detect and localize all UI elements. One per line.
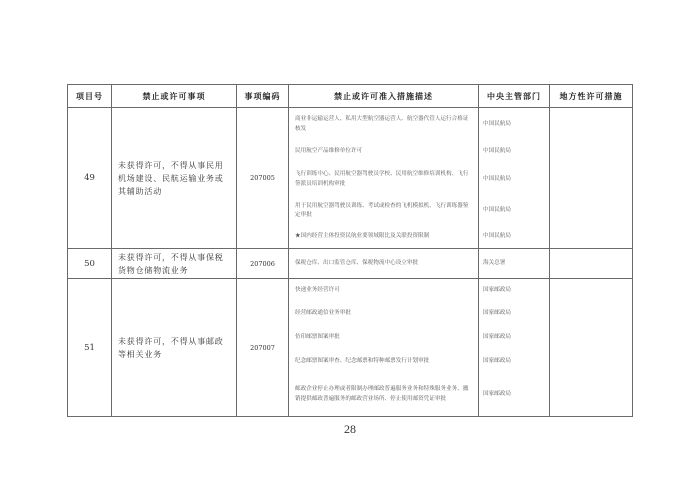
measure-description: 经营邮政通信业务审批 [295, 309, 351, 316]
department: 国家邮政局 [483, 333, 511, 340]
table-row [68, 108, 633, 249]
table-header-row [68, 85, 633, 108]
department: 中国民航局 [483, 175, 511, 182]
measure-description: 快递业务经营许可 [295, 286, 340, 293]
department: 中国民航局 [483, 207, 511, 214]
item-code: 207005 [237, 108, 289, 249]
table-row [68, 249, 633, 279]
measure-description: 用于民用航空器驾驶员训练、考试或检查的飞机模拟机、飞行训练器鉴定审批 [295, 202, 469, 218]
department: 国家邮政局 [483, 286, 511, 293]
department-list [479, 279, 550, 417]
item-description: 未获得许可，不得从事保税货物仓储物流业务 [112, 249, 237, 279]
table-row [68, 279, 633, 417]
department: 国家邮政局 [483, 309, 511, 316]
measure-list [289, 108, 479, 249]
measure-description: 邮政企业停止办理或者限制办理邮政普遍服务业务和特殊服务业务、撤销提供邮政普遍服务的邮政营业场所、停止使用邮资凭证审批 [295, 386, 469, 402]
department: 国家邮政局 [483, 390, 511, 397]
local-measure [550, 249, 633, 279]
page-number: 28 [344, 422, 356, 436]
department: 中国民航局 [483, 120, 511, 127]
header-item-number: 项目号 [68, 85, 112, 108]
department-list [479, 108, 550, 249]
item-code: 207007 [237, 279, 289, 417]
header-local-measures: 地方性许可措施 [550, 85, 633, 108]
department: 中国民航局 [483, 148, 511, 155]
measure-description: 商业非运输运营人、私用大型航空器运营人、航空器代管人运行合格证核发 [295, 116, 469, 132]
measure-description: 民用航空产品维修单位许可 [295, 148, 363, 155]
item-description: 未获得许可，不得从事邮政等相关业务 [112, 279, 237, 417]
header-item-code: 事项编码 [237, 85, 289, 108]
measure-description: 仿印邮票图案审批 [295, 333, 340, 340]
local-measure [550, 279, 633, 417]
header-measure-description: 禁止或许可准入措施描述 [289, 85, 479, 108]
item-number: 49 [68, 108, 112, 249]
measure-description: 保税仓库、出口监管仓库、保税物流中心设立审批 [295, 259, 419, 266]
department: 中国民航局 [483, 233, 511, 240]
measure-list [289, 279, 479, 417]
department: 海关总署 [483, 259, 506, 266]
header-item: 禁止或许可事项 [112, 85, 237, 108]
department-list [479, 249, 550, 279]
measure-list [289, 249, 479, 279]
measure-description: 纪念邮票图案审查、纪念邮票和特种邮票发行计划审批 [295, 357, 430, 364]
market-access-table [67, 84, 633, 417]
measure-description: 飞行训练中心、民用航空器驾驶员学校、民用航空维修培训机构、飞行签派员培训机构审批 [295, 171, 469, 187]
item-number: 50 [68, 249, 112, 279]
local-measure [550, 108, 633, 249]
item-number: 51 [68, 279, 112, 417]
measure-description: ★国内经营主体投资民航业要领域限比及关联投资限制 [295, 233, 430, 240]
header-central-department: 中央主管部门 [479, 85, 550, 108]
department: 国家邮政局 [483, 357, 511, 364]
item-description: 未获得许可，不得从事民用机场建设、民航运输业务或其辅助活动 [112, 108, 237, 249]
item-code: 207006 [237, 249, 289, 279]
